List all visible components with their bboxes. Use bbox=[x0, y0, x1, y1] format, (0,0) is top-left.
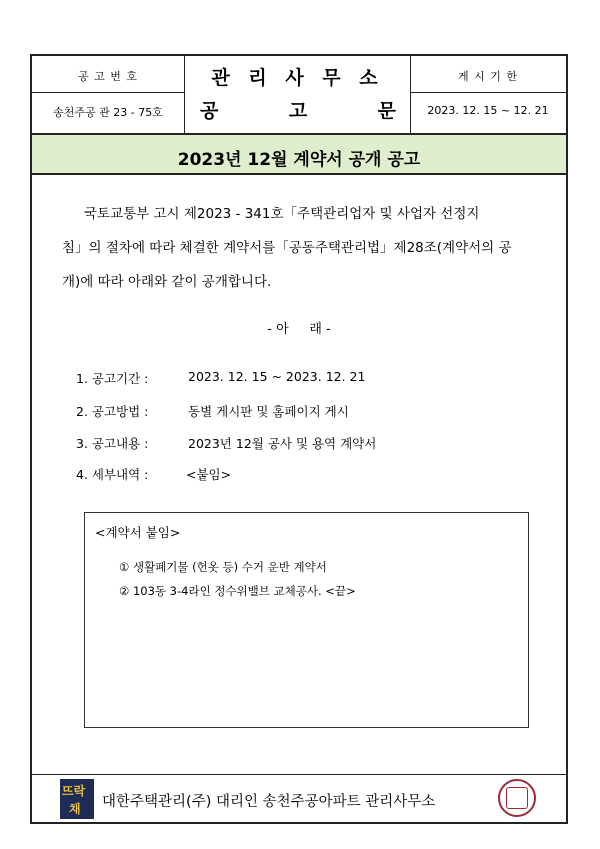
attachment-title: <계약서 붙임> bbox=[95, 525, 181, 540]
logo-text: 채 bbox=[69, 802, 81, 816]
posting-period-label: 게 시 기 한 bbox=[458, 70, 518, 83]
seal-inner-mark bbox=[506, 787, 528, 809]
header-title-char: 문 bbox=[377, 100, 396, 122]
header-title-char: 공 bbox=[200, 100, 219, 122]
paragraph-line: 개)에 따라 아래와 같이 공개합니다. bbox=[62, 274, 272, 290]
notice-number-label: 공 고 번 호 bbox=[78, 70, 138, 83]
item-label: 4. 세부내역 : bbox=[76, 467, 149, 482]
notice-number-value: 송천주공 관 23 - 75호 bbox=[53, 106, 163, 119]
item-value: 2023년 12월 공사 및 용역 계약서 bbox=[188, 436, 377, 451]
attachment-box bbox=[84, 512, 529, 728]
item-label: 3. 공고내용 : bbox=[76, 436, 149, 451]
footer-signature: 대한주택관리(주) 대리인 송천주공아파트 관리사무소 bbox=[102, 794, 436, 810]
header-title-line2 bbox=[200, 96, 396, 123]
page-title: 2023년 12월 계약서 공개 공고 bbox=[177, 150, 421, 170]
footer bbox=[32, 774, 566, 823]
item-label: 2. 공고방법 : bbox=[76, 404, 149, 419]
item-label: 1. 공고기간 : bbox=[76, 371, 149, 386]
body-paragraph bbox=[62, 197, 548, 299]
title-band bbox=[32, 133, 566, 175]
header-title-line1: 관 리 사 무 소 bbox=[211, 67, 384, 89]
attachment-item: ② 103동 3-4라인 정수위밸브 교체공사. <끝> bbox=[119, 584, 356, 598]
posting-period-value: 2023. 12. 15 ~ 12. 21 bbox=[427, 104, 549, 117]
official-seal-icon bbox=[498, 779, 536, 817]
section-mark: - 아 래 - bbox=[267, 322, 331, 337]
company-logo-icon bbox=[60, 779, 94, 819]
header-mid-line-right bbox=[410, 92, 566, 93]
header-title-char: 고 bbox=[288, 100, 308, 122]
item-value: <붙임> bbox=[186, 467, 232, 482]
item-value: 동별 게시판 및 홈페이지 게시 bbox=[188, 404, 349, 419]
item-value: 2023. 12. 15 ~ 2023. 12. 21 bbox=[188, 369, 366, 384]
paragraph-line: 국토교통부 고시 제2023 - 341호「주택관리업자 및 사업자 선정지 bbox=[84, 206, 480, 222]
attachment-item: ① 생활폐기물 (헌옷 등) 수거 운반 계약서 bbox=[119, 560, 327, 574]
header-mid-line-left bbox=[32, 92, 184, 93]
logo-text: 뜨락 bbox=[62, 784, 86, 798]
paragraph-line: 침」의 절차에 따라 체결한 계약서를「공동주택관리법」제28조(계약서의 공 bbox=[62, 240, 512, 256]
